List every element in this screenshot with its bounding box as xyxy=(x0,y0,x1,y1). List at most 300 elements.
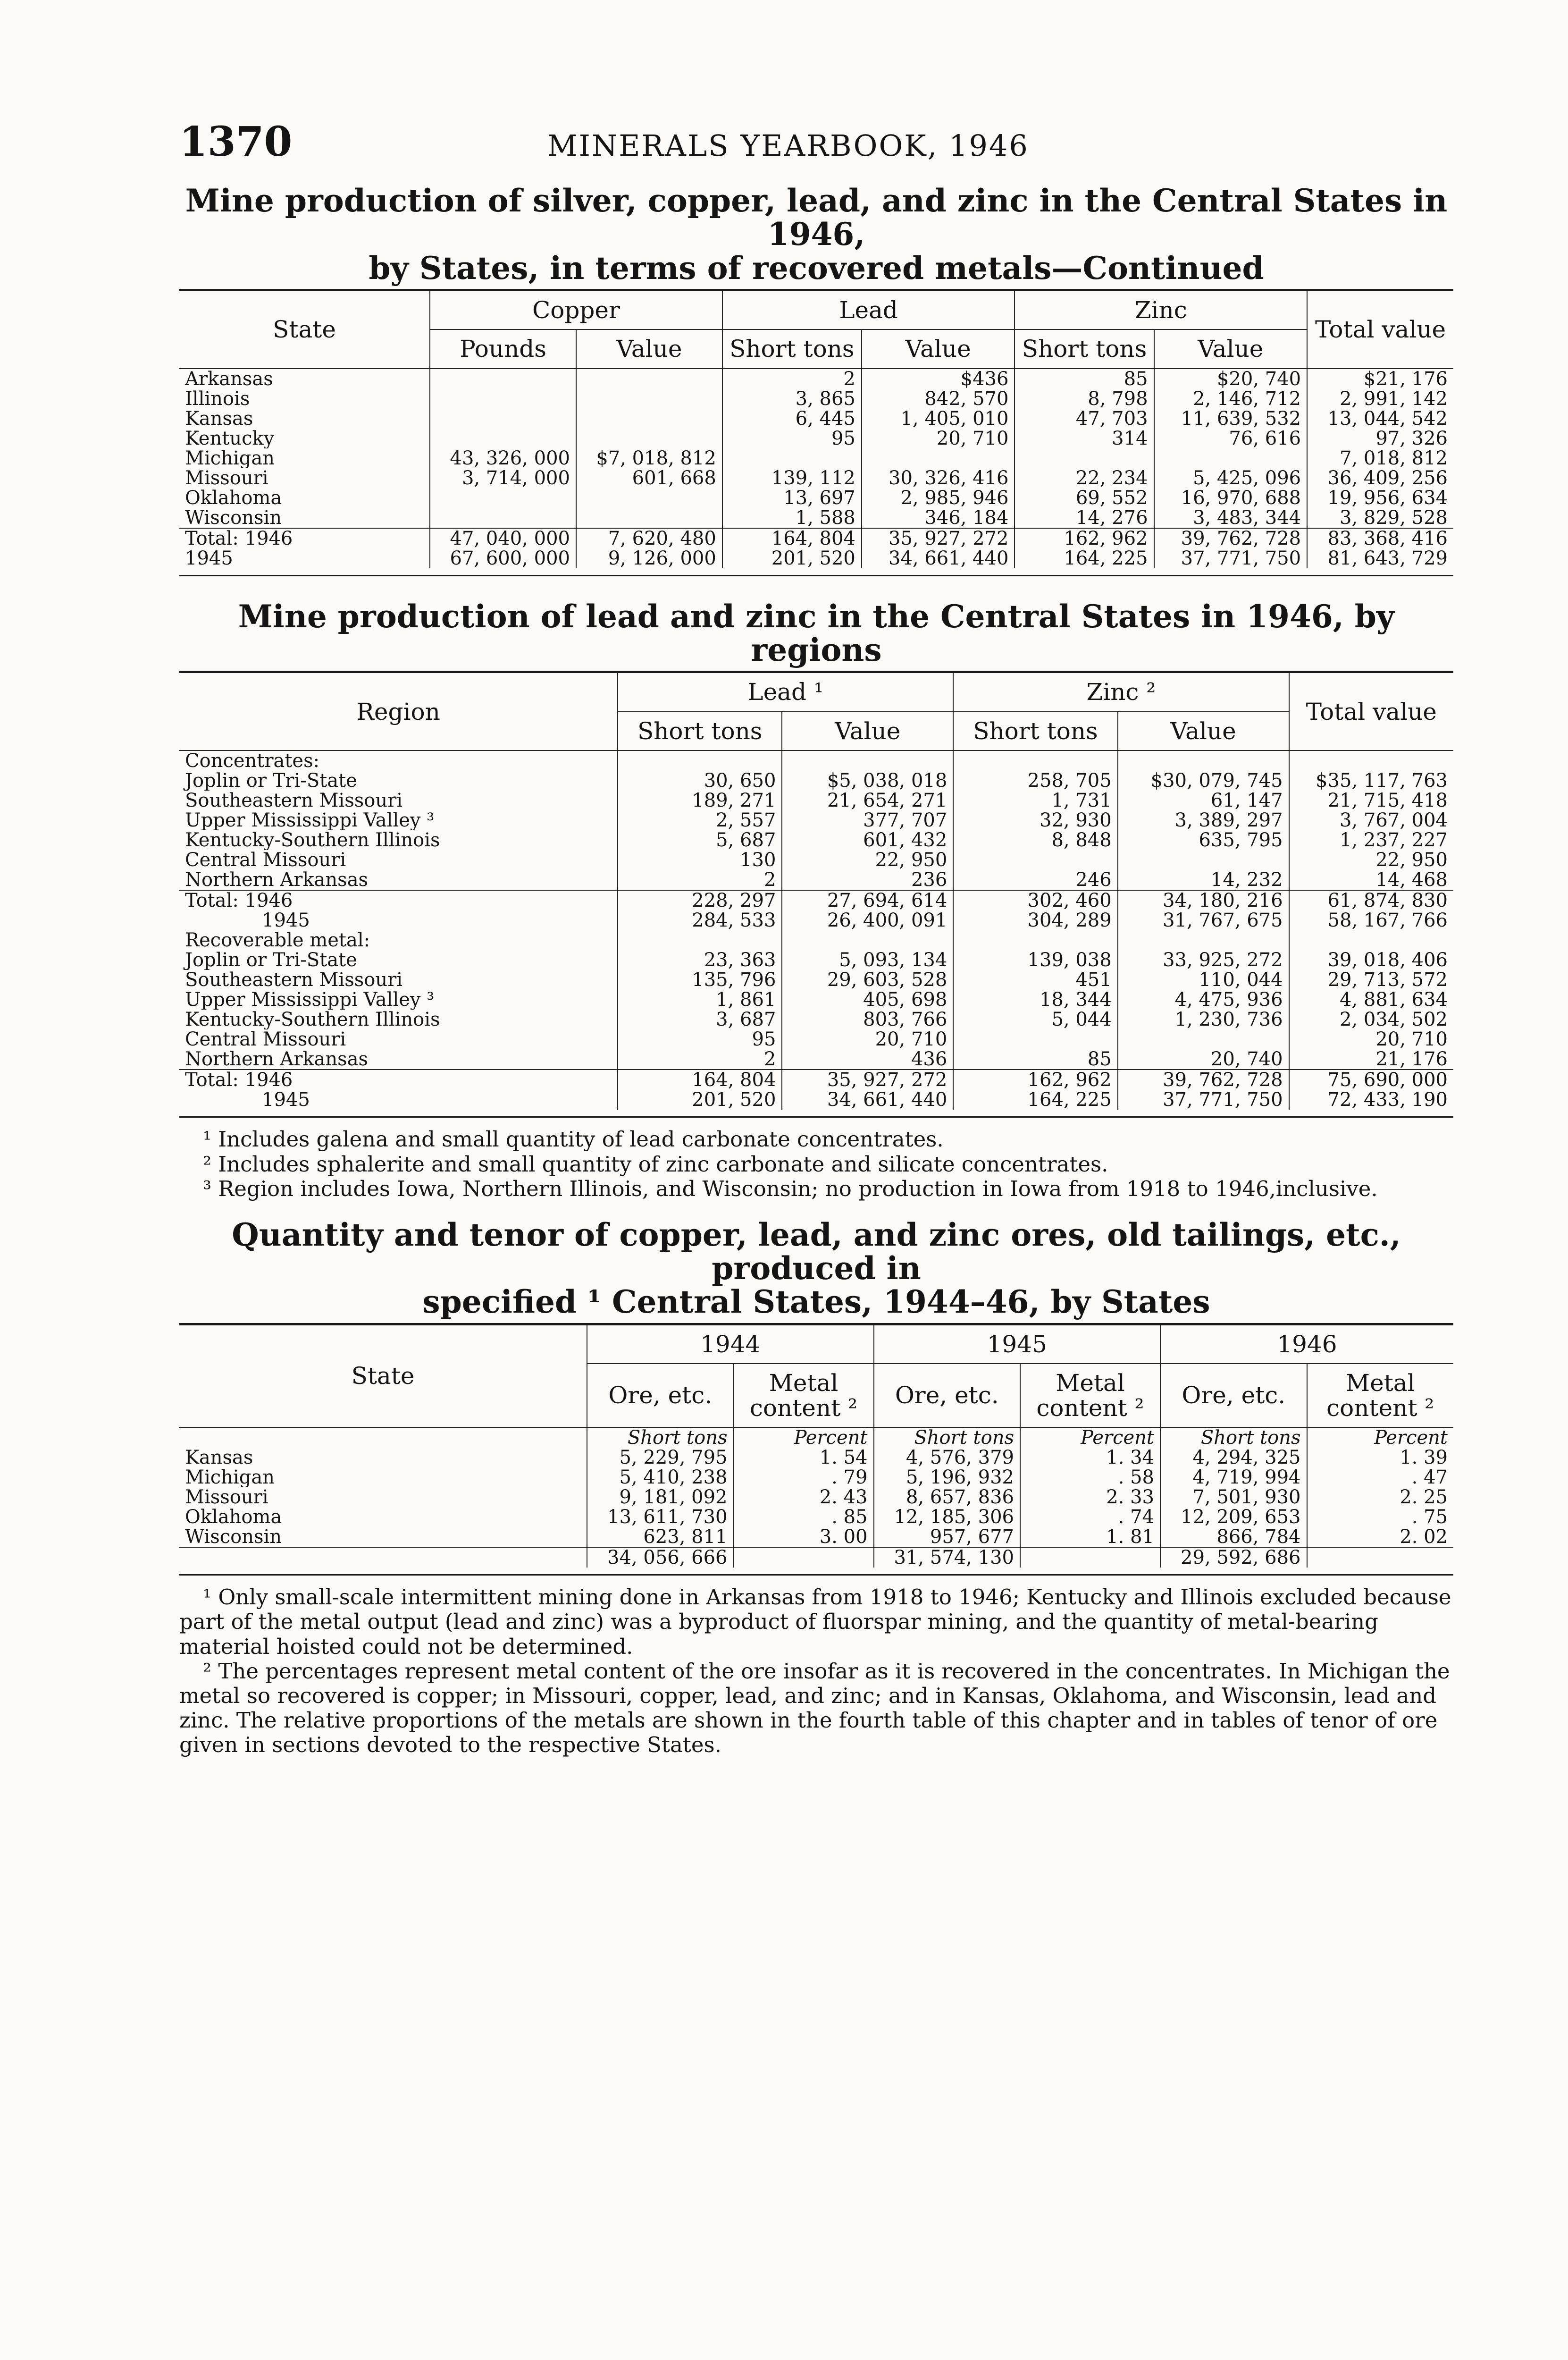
cell: 6, 445 xyxy=(722,409,862,429)
t3-col-metal-44: Metal content ² xyxy=(734,1364,874,1427)
cell: 1. 81 xyxy=(1020,1527,1160,1547)
table3-title-line1: Quantity and tenor of copper, lead, and zinc ores, old tailings, etc., produced in xyxy=(232,1216,1401,1287)
cell: 29, 713, 572 xyxy=(1289,970,1453,990)
cell: 2, 557 xyxy=(618,810,782,830)
cell: 2. 33 xyxy=(1020,1487,1160,1507)
table-row xyxy=(179,1010,1453,1029)
cell: 72, 433, 190 xyxy=(1289,1090,1453,1110)
cell: 22, 234 xyxy=(1015,468,1154,488)
cell xyxy=(430,488,576,508)
table-row xyxy=(179,508,1453,528)
section-label: Concentrates: xyxy=(185,750,320,771)
region-cell: Northern Arkansas xyxy=(185,870,369,891)
cell: 29, 592, 686 xyxy=(1160,1547,1307,1568)
cell: 47, 703 xyxy=(1015,409,1154,429)
cell: 1, 230, 736 xyxy=(1118,1010,1289,1029)
total-row xyxy=(179,1070,1453,1090)
cell: 162, 962 xyxy=(1015,528,1154,548)
state-cell: Michigan xyxy=(185,448,275,468)
cell: . 75 xyxy=(1307,1507,1454,1527)
cell: 13, 611, 730 xyxy=(587,1507,734,1527)
total-row xyxy=(179,1090,1453,1110)
t3-col-ore-45: Ore, etc. xyxy=(874,1364,1021,1427)
cell: 30, 650 xyxy=(618,771,782,791)
footnote: ² Includes sphalerite and small quantity of zinc carbonate and silicate concentrates. xyxy=(203,1151,1108,1177)
t3-col-1944: 1944 xyxy=(587,1325,874,1364)
cell: 164, 225 xyxy=(1015,548,1154,568)
cell: 1, 731 xyxy=(953,791,1117,810)
table3-footnotes xyxy=(179,1585,1453,1757)
cell xyxy=(576,429,722,448)
cell: $21, 176 xyxy=(1307,369,1453,389)
cell: 246 xyxy=(953,870,1117,890)
unit-label: Short tons xyxy=(1160,1427,1307,1448)
cell: 3, 865 xyxy=(722,389,862,409)
cell: 26, 400, 091 xyxy=(782,910,953,930)
cell: 30, 326, 416 xyxy=(862,468,1015,488)
state-cell: Oklahoma xyxy=(185,488,282,508)
cell: 2 xyxy=(722,369,862,389)
cell: 130 xyxy=(618,850,782,870)
cell: 14, 276 xyxy=(1015,508,1154,528)
cell: 7, 018, 812 xyxy=(1307,448,1453,468)
state-cell: Arkansas xyxy=(185,368,273,389)
unit-label: Short tons xyxy=(874,1427,1021,1448)
table-row xyxy=(179,870,1453,890)
cell: 3, 767, 004 xyxy=(1289,810,1453,830)
total-label: 1945 xyxy=(262,1090,310,1110)
cell: 8, 798 xyxy=(1015,389,1154,409)
cell: 2, 034, 502 xyxy=(1289,1010,1453,1029)
table1-title-line1: Mine production of silver, copper, lead, and zinc in the Central States in 1946, xyxy=(185,182,1448,253)
t2-col-zn-tons: Short tons xyxy=(953,712,1117,751)
state-cell: Illinois xyxy=(185,388,250,409)
cell: 164, 225 xyxy=(953,1090,1117,1110)
cell: 95 xyxy=(618,1029,782,1049)
region-cell: Southeastern Missouri xyxy=(185,791,403,811)
cell: $30, 079, 745 xyxy=(1118,771,1289,791)
table2-footnotes xyxy=(179,1127,1453,1201)
t1-col-total: Total value xyxy=(1307,291,1453,369)
cell: 164, 804 xyxy=(618,1070,782,1090)
total-label: 1945 xyxy=(185,548,233,568)
cell: 302, 460 xyxy=(953,890,1117,910)
cell: 21, 654, 271 xyxy=(782,791,953,810)
table-row xyxy=(179,950,1453,970)
cell: 85 xyxy=(1015,369,1154,389)
footnote: ³ Region includes Iowa, Northern Illinois, and Wisconsin; no production in Iowa from 1918 to 1946,inclusive. xyxy=(203,1176,1378,1201)
cell: 36, 409, 256 xyxy=(1307,468,1453,488)
cell: 5, 425, 096 xyxy=(1154,468,1308,488)
cell: . 47 xyxy=(1307,1467,1454,1487)
cell: 61, 147 xyxy=(1118,791,1289,810)
cell: 27, 694, 614 xyxy=(782,890,953,910)
cell: 2 xyxy=(618,1049,782,1070)
cell: 58, 167, 766 xyxy=(1289,910,1453,930)
cell: 1. 34 xyxy=(1020,1448,1160,1467)
cell: 34, 661, 440 xyxy=(862,548,1015,568)
cell: 97, 326 xyxy=(1307,429,1453,448)
cell: 20, 710 xyxy=(862,429,1015,448)
cell xyxy=(576,389,722,409)
cell: 13, 697 xyxy=(722,488,862,508)
cell: 405, 698 xyxy=(782,990,953,1010)
cell: 314 xyxy=(1015,429,1154,448)
footnote: ² The percentages represent metal content of the ore insofar as it is recovered in the concentrates. In Michigan the metal so recovered is copper; in Missouri, copper, lead, and zinc; and in Kansas, Oklahoma, and Wisconsin, lead and zinc. The relative proportions of the metals are shown in the fourth table of this chapter and in tables of tenor of ore given in sections devoted to the respective States. xyxy=(179,1658,1450,1758)
cell xyxy=(576,369,722,389)
t3-col-metal-46: Metal content ² xyxy=(1307,1364,1454,1427)
cell: 39, 018, 406 xyxy=(1289,950,1453,970)
cell: 34, 661, 440 xyxy=(782,1090,953,1110)
t1-col-cu-value: Value xyxy=(576,329,722,369)
cell: $20, 740 xyxy=(1154,369,1308,389)
t1-col-pb-value: Value xyxy=(862,329,1015,369)
table-row xyxy=(179,468,1453,488)
unit-label: Percent xyxy=(1307,1427,1454,1448)
state-cell: Michigan xyxy=(185,1467,275,1488)
cell: 236 xyxy=(782,870,953,890)
t3-col-metal-45: Metal content ² xyxy=(1020,1364,1160,1427)
cell: 5, 410, 238 xyxy=(587,1467,734,1487)
cell: 3, 483, 344 xyxy=(1154,508,1308,528)
t3-col-state: State xyxy=(351,1362,415,1390)
cell: 803, 766 xyxy=(782,1010,953,1029)
cell: 35, 927, 272 xyxy=(862,528,1015,548)
table-row xyxy=(179,389,1453,409)
cell: 39, 762, 728 xyxy=(1118,1070,1289,1090)
cell: 2, 991, 142 xyxy=(1307,389,1453,409)
state-cell: Missouri xyxy=(185,468,268,488)
cell: 8, 848 xyxy=(953,830,1117,850)
table-row xyxy=(179,810,1453,830)
cell: 20, 710 xyxy=(782,1029,953,1049)
cell: 23, 363 xyxy=(618,950,782,970)
region-cell: Upper Mississippi Valley ³ xyxy=(185,810,435,831)
cell: 346, 184 xyxy=(862,508,1015,528)
cell xyxy=(430,389,576,409)
cell: 39, 762, 728 xyxy=(1154,528,1308,548)
t3-col-1945: 1945 xyxy=(874,1325,1161,1364)
t3-col-1946: 1946 xyxy=(1160,1325,1453,1364)
total-row xyxy=(179,548,1453,568)
cell: 5, 196, 932 xyxy=(874,1467,1021,1487)
t2-grp-zinc: Zinc ² xyxy=(953,673,1289,712)
table-row xyxy=(179,1448,1453,1467)
cell: 22, 950 xyxy=(782,850,953,870)
table-row xyxy=(179,409,1453,429)
cell xyxy=(953,1029,1117,1049)
cell: 228, 297 xyxy=(618,890,782,910)
table-row xyxy=(179,850,1453,870)
t3-col-ore-46: Ore, etc. xyxy=(1160,1364,1307,1427)
t1-col-zn-tons: Short tons xyxy=(1015,329,1154,369)
table1-title xyxy=(179,184,1453,285)
table-row xyxy=(179,1049,1453,1070)
region-cell: Northern Arkansas xyxy=(185,1049,369,1070)
table-row xyxy=(179,429,1453,448)
cell: 75, 690, 000 xyxy=(1289,1070,1453,1090)
cell: 635, 795 xyxy=(1118,830,1289,850)
unit-label: Short tons xyxy=(587,1427,734,1448)
total-label: Total: 1946 xyxy=(179,890,618,910)
running-header xyxy=(179,118,1453,175)
unit-label: Percent xyxy=(1020,1427,1160,1448)
cell: 20, 740 xyxy=(1118,1049,1289,1070)
cell: 601, 432 xyxy=(782,830,953,850)
cell: 95 xyxy=(722,429,862,448)
table2-title: Mine production of lead and zinc in the Central States in 1946, by regions xyxy=(238,598,1395,669)
cell xyxy=(1118,1029,1289,1049)
cell: . 58 xyxy=(1020,1467,1160,1487)
t1-col-pounds: Pounds xyxy=(430,329,576,369)
region-cell: Kentucky-Southern Illinois xyxy=(185,830,440,851)
cell: 3, 687 xyxy=(618,1010,782,1029)
cell: 201, 520 xyxy=(722,548,862,568)
table-row xyxy=(179,369,1453,389)
cell: 37, 771, 750 xyxy=(1118,1090,1289,1110)
total-row xyxy=(179,890,1453,910)
cell: 1. 39 xyxy=(1307,1448,1454,1467)
cell: 67, 600, 000 xyxy=(430,548,576,568)
cell xyxy=(430,508,576,528)
cell: . 79 xyxy=(734,1467,874,1487)
cell: 1, 405, 010 xyxy=(862,409,1015,429)
cell: 1, 237, 227 xyxy=(1289,830,1453,850)
cell: 842, 570 xyxy=(862,389,1015,409)
cell: 164, 804 xyxy=(722,528,862,548)
cell: . 74 xyxy=(1020,1507,1160,1527)
cell: 866, 784 xyxy=(1160,1527,1307,1547)
cell: $7, 018, 812 xyxy=(576,448,722,468)
t2-col-zn-value: Value xyxy=(1118,712,1289,751)
cell: 162, 962 xyxy=(953,1070,1117,1090)
cell: 16, 970, 688 xyxy=(1154,488,1308,508)
cell: 20, 710 xyxy=(1289,1029,1453,1049)
cell: 3. 00 xyxy=(734,1527,874,1547)
cell xyxy=(1015,448,1154,468)
table-row xyxy=(179,1487,1453,1507)
cell: 13, 044, 542 xyxy=(1307,409,1453,429)
t1-grp-lead: Lead xyxy=(722,291,1015,330)
section-row xyxy=(179,930,1453,950)
state-cell: Kentucky xyxy=(185,428,275,448)
unit-label: Percent xyxy=(734,1427,874,1448)
cell: 135, 796 xyxy=(618,970,782,990)
table1 xyxy=(179,291,1453,568)
cell: 5, 687 xyxy=(618,830,782,850)
t2-col-pb-tons: Short tons xyxy=(618,712,782,751)
cell: 284, 533 xyxy=(618,910,782,930)
cell: $436 xyxy=(862,369,1015,389)
cell xyxy=(722,448,862,468)
cell: 2, 146, 712 xyxy=(1154,389,1308,409)
table3 xyxy=(179,1325,1453,1568)
cell: 5, 093, 134 xyxy=(782,950,953,970)
cell: 18, 344 xyxy=(953,990,1117,1010)
cell: 4, 576, 379 xyxy=(874,1448,1021,1467)
total-label: Total: 1946 xyxy=(179,528,430,548)
t2-col-pb-value: Value xyxy=(782,712,953,751)
t1-grp-zinc: Zinc xyxy=(1015,291,1307,330)
state-cell: Kansas xyxy=(185,1448,253,1468)
cell: 19, 956, 634 xyxy=(1307,488,1453,508)
cell: 7, 501, 930 xyxy=(1160,1487,1307,1507)
table-row xyxy=(179,771,1453,791)
state-cell: Kansas xyxy=(185,408,253,429)
cell xyxy=(430,409,576,429)
cell: 4, 719, 994 xyxy=(1160,1467,1307,1487)
cell: 8, 657, 836 xyxy=(874,1487,1021,1507)
cell: 69, 552 xyxy=(1015,488,1154,508)
cell: 32, 930 xyxy=(953,810,1117,830)
total-row xyxy=(179,910,1453,930)
table-row xyxy=(179,488,1453,508)
table-row xyxy=(179,1029,1453,1049)
cell: 61, 874, 830 xyxy=(1289,890,1453,910)
cell: 201, 520 xyxy=(618,1090,782,1110)
cell: 12, 185, 306 xyxy=(874,1507,1021,1527)
table-row xyxy=(179,990,1453,1010)
state-cell: Oklahoma xyxy=(185,1507,282,1527)
cell: 1, 588 xyxy=(722,508,862,528)
cell: 81, 643, 729 xyxy=(1307,548,1453,568)
cell: 2, 985, 946 xyxy=(862,488,1015,508)
table-row xyxy=(179,1467,1453,1487)
state-cell: Missouri xyxy=(185,1487,268,1508)
cell: 3, 714, 000 xyxy=(430,468,576,488)
cell: 5, 044 xyxy=(953,1010,1117,1029)
cell: $5, 038, 018 xyxy=(782,771,953,791)
cell: 3, 389, 297 xyxy=(1118,810,1289,830)
cell: 85 xyxy=(953,1049,1117,1070)
cell: 35, 927, 272 xyxy=(782,1070,953,1090)
t1-col-state: State xyxy=(273,316,336,344)
cell: 1, 861 xyxy=(618,990,782,1010)
table1-title-line2: by States, in terms of recovered metals—Continued xyxy=(369,249,1264,287)
cell: 139, 038 xyxy=(953,950,1117,970)
cell: 34, 056, 666 xyxy=(587,1547,734,1568)
cell: 9, 126, 000 xyxy=(576,548,722,568)
cell: 3, 829, 528 xyxy=(1307,508,1453,528)
table2 xyxy=(179,673,1453,1110)
cell: 76, 616 xyxy=(1154,429,1308,448)
cell: 4, 881, 634 xyxy=(1289,990,1453,1010)
total-label: 1945 xyxy=(262,910,310,931)
cell: $35, 117, 763 xyxy=(1289,771,1453,791)
cell: 139, 112 xyxy=(722,468,862,488)
cell: 43, 326, 000 xyxy=(430,448,576,468)
cell xyxy=(862,448,1015,468)
cell xyxy=(576,488,722,508)
region-cell: Joplin or Tri-State xyxy=(185,771,357,791)
total-row xyxy=(179,528,1453,548)
cell xyxy=(430,369,576,389)
cell: 4, 475, 936 xyxy=(1118,990,1289,1010)
table-row xyxy=(179,791,1453,810)
cell: 31, 767, 675 xyxy=(1118,910,1289,930)
cell: 33, 925, 272 xyxy=(1118,950,1289,970)
region-cell: Central Missouri xyxy=(185,850,346,870)
cell: 436 xyxy=(782,1049,953,1070)
cell: 37, 771, 750 xyxy=(1154,548,1308,568)
cell: 2. 43 xyxy=(734,1487,874,1507)
cell xyxy=(1118,850,1289,870)
t3-col-ore-44: Ore, etc. xyxy=(587,1364,734,1427)
table-row xyxy=(179,1507,1453,1527)
cell: 2 xyxy=(618,870,782,890)
cell: 957, 677 xyxy=(874,1527,1021,1547)
region-cell: Upper Mississippi Valley ³ xyxy=(185,990,435,1010)
cell: 2. 25 xyxy=(1307,1487,1454,1507)
cell: 12, 209, 653 xyxy=(1160,1507,1307,1527)
cell: 29, 603, 528 xyxy=(782,970,953,990)
cell xyxy=(430,429,576,448)
cell: 1. 54 xyxy=(734,1448,874,1467)
table-row xyxy=(179,448,1453,468)
cell: 21, 176 xyxy=(1289,1049,1453,1070)
table-row xyxy=(179,830,1453,850)
page xyxy=(179,118,1453,1758)
cell: 258, 705 xyxy=(953,771,1117,791)
state-cell: Wisconsin xyxy=(185,507,282,528)
t2-col-region: Region xyxy=(356,698,440,725)
cell: 11, 639, 532 xyxy=(1154,409,1308,429)
cell: 451 xyxy=(953,970,1117,990)
cell: 31, 574, 130 xyxy=(874,1547,1021,1568)
cell: 189, 271 xyxy=(618,791,782,810)
region-cell: Kentucky-Southern Illinois xyxy=(185,1010,440,1030)
section-row xyxy=(179,750,1453,771)
cell: 34, 180, 216 xyxy=(1118,890,1289,910)
state-cell: Wisconsin xyxy=(185,1527,282,1548)
total-row xyxy=(179,1547,1453,1568)
cell xyxy=(576,508,722,528)
page-number: 1370 xyxy=(179,118,293,166)
cell: 21, 715, 418 xyxy=(1289,791,1453,810)
region-cell: Joplin or Tri-State xyxy=(185,950,357,970)
cell: 4, 294, 325 xyxy=(1160,1448,1307,1467)
t1-col-pb-tons: Short tons xyxy=(722,329,862,369)
table-row xyxy=(179,1527,1453,1547)
cell: 22, 950 xyxy=(1289,850,1453,870)
units-row xyxy=(179,1427,1453,1448)
cell xyxy=(1154,448,1308,468)
cell: . 85 xyxy=(734,1507,874,1527)
cell: 110, 044 xyxy=(1118,970,1289,990)
footnote: ¹ Includes galena and small quantity of lead carbonate concentrates. xyxy=(203,1127,944,1152)
region-cell: Southeastern Missouri xyxy=(185,970,403,990)
cell xyxy=(576,409,722,429)
t1-grp-copper: Copper xyxy=(430,291,722,330)
t2-col-total: Total value xyxy=(1289,673,1453,750)
cell: 304, 289 xyxy=(953,910,1117,930)
cell: 7, 620, 480 xyxy=(576,528,722,548)
cell: 14, 468 xyxy=(1289,870,1453,890)
running-title: MINERALS YEARBOOK, 1946 xyxy=(547,128,1029,163)
total-label: Total: 1946 xyxy=(179,1070,618,1090)
cell: 14, 232 xyxy=(1118,870,1289,890)
cell: 5, 229, 795 xyxy=(587,1448,734,1467)
cell xyxy=(953,850,1117,870)
table3-title-line2: specified ¹ Central States, 1944–46, by States xyxy=(422,1283,1210,1321)
cell: 9, 181, 092 xyxy=(587,1487,734,1507)
cell: 601, 668 xyxy=(576,468,722,488)
table-row xyxy=(179,970,1453,990)
footnote: ¹ Only small-scale intermittent mining done in Arkansas from 1918 to 1946; Kentucky and Illinois excluded because part of the metal output (lead and zinc) was a byproduct of fluorspar mining, and the quantity of metal-bearing material hoisted could not be determined. xyxy=(179,1585,1451,1659)
cell: 377, 707 xyxy=(782,810,953,830)
cell: 623, 811 xyxy=(587,1527,734,1547)
table3-title xyxy=(179,1218,1453,1319)
